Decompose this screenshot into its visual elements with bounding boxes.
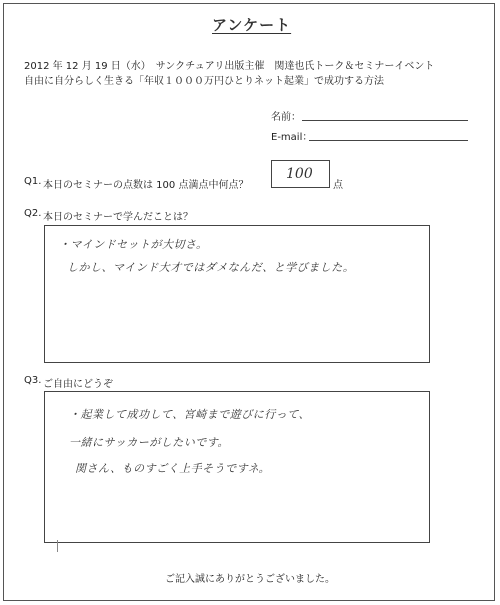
- page-title: アンケート: [212, 16, 292, 34]
- q1-score-answer: 100: [286, 166, 313, 182]
- q2-answer-line-2: しかし、マインド大才ではダメなんだ、と学びました。: [67, 261, 355, 274]
- q3-number: Q3.: [24, 375, 42, 386]
- q2-answer-line-1: ・マインドセットが大切さ。: [59, 238, 208, 251]
- footer-thanks: ご記入誠にありがとうございました。: [165, 574, 335, 585]
- name-label: 名前：: [271, 112, 301, 123]
- q3-answer-line-3: 関さん、ものすごく上手そうですネ。: [75, 462, 271, 475]
- q1-score-box[interactable]: [271, 160, 330, 188]
- q1-unit: 点: [333, 180, 343, 191]
- q2-number: Q2.: [24, 208, 42, 219]
- q3-answer-line-1: ・起業して成功して、宮崎まで遊びに行って、: [69, 408, 311, 421]
- q3-answer-line-2: 一緒にサッカーがしたいです。: [69, 436, 229, 449]
- q2-question: 本日のセミナーで学んだことは？: [43, 212, 193, 223]
- email-field-line[interactable]: [309, 140, 468, 141]
- event-subtitle-line: 自由に自分らしく生きる「年収１０００万円ひとりネット起業」で成功する方法: [24, 76, 384, 87]
- q2-answer-box[interactable]: [44, 225, 430, 363]
- name-field-line[interactable]: [302, 120, 468, 121]
- stray-pen-mark: [57, 540, 58, 552]
- event-info-line: 2012 年 12 月 19 日（水） サンクチュアリ出版主催 関達也氏トーク＆セミナーイベント: [24, 61, 435, 72]
- q3-question: ご自由にどうぞ: [43, 379, 113, 390]
- q1-question: 本日のセミナーの点数は 100 点満点中何点？: [43, 180, 249, 191]
- q1-number: Q1.: [24, 176, 42, 187]
- q3-answer-box[interactable]: [44, 391, 430, 543]
- email-label: E-mail：: [271, 132, 313, 143]
